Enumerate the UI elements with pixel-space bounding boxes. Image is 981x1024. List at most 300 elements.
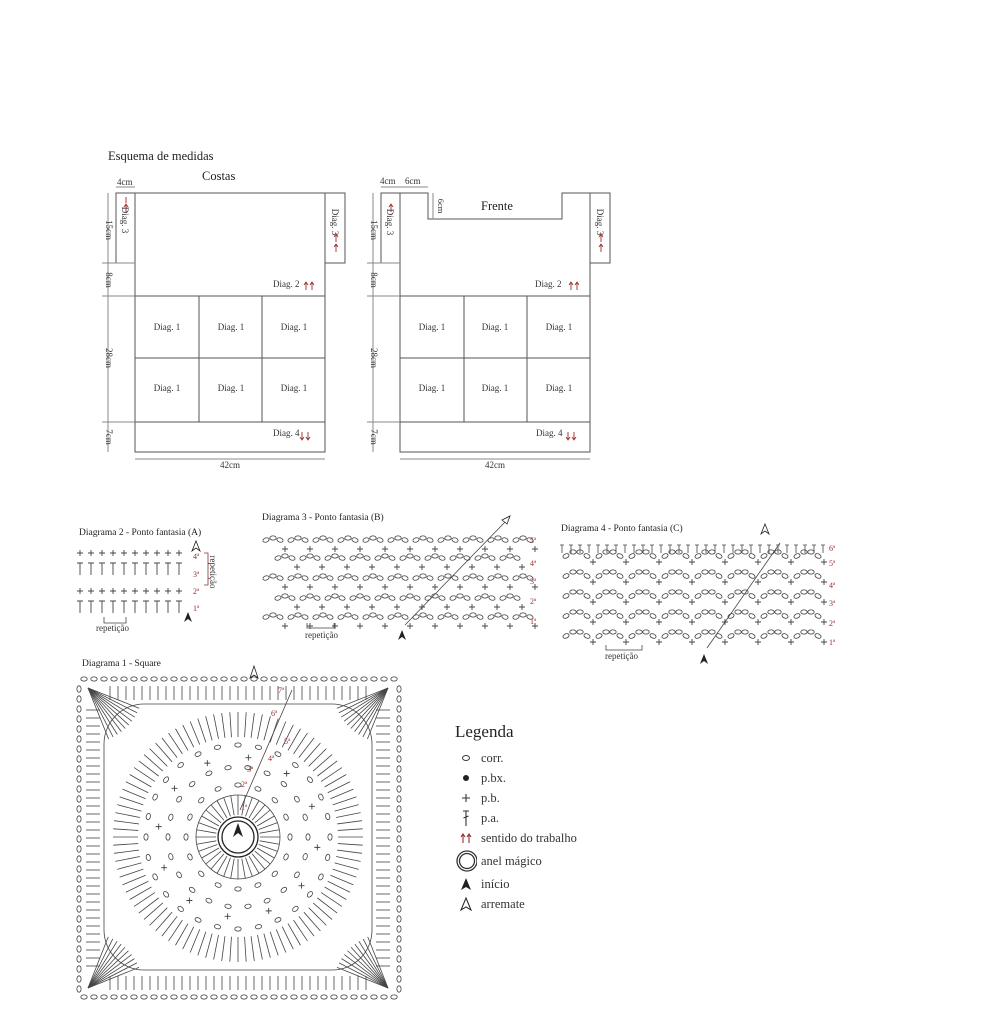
single-crochet-stitch [110,550,116,556]
diagram2-title: Diagrama 2 - Ponto fantasia (A) [79,528,202,538]
chain-stitch [420,536,426,540]
chain-stitch [610,590,616,594]
chain-stitch [748,633,756,640]
single-crochet-stitch [656,559,662,565]
double-crochet-stitch [169,920,183,941]
chain-stitch [643,610,649,614]
frente-dim-28: 28cm [369,348,379,368]
chain-stitch [351,677,357,681]
round-label: 6ª [271,709,278,718]
chain-stitch [735,610,741,614]
chain-stitch [345,574,351,578]
chain-stitch [808,630,814,634]
chain-stitch [397,696,401,702]
single-crochet-stitch [656,579,662,585]
double-crochet-stitch [88,688,129,725]
finish-arrow-icon [761,524,769,534]
chain-stitch [325,813,331,820]
chain-stitch [320,536,326,540]
double-crochet-stitch [230,712,232,737]
double-crochet-stitch [348,951,388,988]
double-crochet-stitch [242,859,245,879]
double-crochet-stitch [120,797,144,805]
chain-stitch [562,633,570,640]
finish-arrow-icon [455,897,477,911]
double-crochet-stitch [339,963,388,988]
chain-stitch [628,553,636,560]
chain-stitch [313,555,320,561]
double-crochet-stitch [686,545,690,553]
connector-line [707,543,780,648]
chain-stitch [512,537,519,543]
chain-stitch [292,761,300,768]
chain-stitch [397,716,401,722]
double-crochet-stitch [251,936,254,961]
double-crochet-stitch [77,601,83,613]
chain-stitch [235,887,241,891]
chain-stitch [476,537,483,543]
chain-stitch [262,614,269,620]
chain-stitch [397,786,401,792]
chain-stitch [235,743,241,747]
chain-stitch [345,536,351,540]
chain-stitch [397,966,401,972]
chain-stitch [449,595,456,601]
chain-stitch [603,610,609,614]
double-crochet-stitch [255,851,270,864]
double-crochet-stitch [198,932,206,956]
chain-stitch [176,871,183,879]
chain-stitch [445,574,451,578]
chain-stitch [401,614,408,620]
chain-stitch [781,633,789,640]
chain-stitch [349,595,356,601]
chain-stitch [649,573,657,580]
double-crochet-stitch [165,601,171,613]
diagram1-chart [77,666,401,999]
single-crochet-stitch [407,546,413,552]
start-arrow-icon [233,823,243,837]
chain-stitch [295,574,301,578]
single-crochet-stitch [332,546,338,552]
diagram2-row-labels [193,552,200,613]
double-crochet-stitch [214,714,219,739]
single-crochet-stitch [432,584,438,590]
single-crochet-stitch [656,599,662,605]
single-crochet-stitch [407,584,413,590]
chain-stitch [376,537,383,543]
chain-stitch [457,554,463,558]
chain-stitch [235,927,241,931]
chain-stitch [77,796,81,802]
chain-stitch [501,537,508,543]
double-crochet-stitch [294,920,308,941]
chain-stitch [407,594,413,598]
chain-stitch [583,553,591,560]
chain-stitch [370,536,376,540]
chain-stitch [808,550,814,554]
single-crochet-stitch [656,639,662,645]
single-crochet-stitch [77,588,83,594]
diagram4-title: Diagrama 4 - Ponto fantasia (C) [561,524,683,534]
legend-label: início [481,876,510,891]
double-crochet-stitch [144,903,163,919]
chain-stitch [709,590,715,594]
chain-stitch [276,575,283,581]
chain-stitch [131,677,137,681]
chain-stitch [332,594,338,598]
row-label: 4ª [193,552,200,561]
single-crochet-stitch [507,584,513,590]
chain-stitch [470,613,476,617]
single-crochet-stitch [457,623,463,629]
chain-stitch [299,555,306,561]
chain-stitch [349,555,356,561]
chain-stitch [495,613,501,617]
chain-stitch [306,891,313,899]
costas-title: Costas [202,169,236,183]
chain-stitch [313,595,320,601]
row-label: 5ª [530,536,537,545]
single-crochet-stitch [121,588,127,594]
single-crochet-stitch [282,546,288,552]
chain-stitch [420,613,426,617]
row-label: 2ª [193,587,200,596]
double-crochet-stitch [88,963,137,988]
chain-stitch [211,995,217,999]
chain-stitch [462,537,469,543]
single-crochet-stitch [689,579,695,585]
double-crochet-stitch [88,947,125,988]
chain-stitch [77,966,81,972]
chain-stitch [326,537,333,543]
double-crochet-stitch [132,563,138,575]
chain-stitch [299,595,306,601]
chain-stitch [101,995,107,999]
double-crochet-stitch [211,805,224,820]
single-crochet-stitch [225,913,231,919]
chain-stitch [387,614,394,620]
start-arrow-icon [184,612,192,622]
chain-stitch [326,614,333,620]
chain-stitch [261,677,267,681]
chain-stitch [280,886,288,893]
single-crochet-stitch [432,623,438,629]
chain-stitch [301,575,308,581]
double-crochet-stitch [338,844,363,846]
chain-stitch [251,995,257,999]
chain-stitch [669,570,675,574]
frente-dim-7: 7cm [369,429,379,445]
chain-stitch [438,555,445,561]
double-crochet-stitch [333,869,357,877]
chain-stitch [520,574,526,578]
double-crochet-stitch [231,859,234,879]
costas-square: Diag. 1 [153,383,181,393]
double-crochet-stitch [154,563,160,575]
costas-direction-arrows [124,197,338,440]
double-crochet-stitch [276,929,286,952]
double-crochet-stitch [313,755,332,771]
single-crochet-stitch [382,546,388,552]
row-label: 2ª [829,619,836,628]
double-crochet-stitch [176,563,182,575]
chain-stitch [709,610,715,614]
magic-ring-icon [455,849,477,873]
chain-stitch [397,726,401,732]
chain-stitch [595,553,603,560]
costas-square: Diag. 1 [280,322,308,332]
single-crochet-stitch [590,619,596,625]
single-crochet-stitch [299,883,305,889]
chain-stitch [77,896,81,902]
double-crochet-stitch [695,545,699,553]
chain-stitch [225,904,232,909]
chain-stitch [302,814,308,821]
double-crochet-stitch [99,601,105,613]
chain-stitch [395,574,401,578]
chain-stitch [187,853,193,861]
double-crochet-stitch [222,936,225,961]
chain-stitch [628,573,636,580]
chain-stitch [636,630,642,634]
chain-stitch [328,834,332,840]
chain-stitch [397,736,401,742]
single-crochet-stitch [245,755,251,761]
double-crochet-stitch [821,545,825,553]
chain-stitch [768,590,774,594]
double-crochet-stitch [115,857,140,862]
double-crochet-stitch [317,898,337,913]
chain-stitch [760,633,768,640]
chain-stitch [77,706,81,712]
chain-stitch [682,573,690,580]
double-crochet-stitch [313,903,332,919]
double-crochet-stitch [132,601,138,613]
chain-stitch [338,595,345,601]
chain-stitch [499,555,506,561]
chain-stitch [474,595,481,601]
chain-stitch [814,573,822,580]
double-crochet-stitch [134,893,155,907]
double-crochet-stitch [650,545,654,553]
chain-stitch [77,736,81,742]
chain-stitch [412,537,419,543]
chain-stitch [270,613,276,617]
single-crochet-stitch [357,584,363,590]
chain-stitch [374,555,381,561]
chain-stitch [727,553,735,560]
chain-stitch [301,677,307,681]
chain-stitch [395,613,401,617]
chain-stitch [462,575,469,581]
double-crochet-stitch [335,805,359,811]
double-crochet-stitch [88,688,135,717]
chain-stitch [361,995,367,999]
chain-stitch [81,677,87,681]
chain-stitch [337,614,344,620]
double-crochet-stitch [260,830,280,833]
chain-stitch [562,573,570,580]
chain-stitch [742,630,748,634]
chain-stitch [381,677,387,681]
round-label: 2ª [241,780,248,789]
chain-stitch [326,575,333,581]
chain-stitch [702,550,708,554]
single-crochet-stitch [161,865,167,871]
chain-stitch [225,765,232,770]
double-crochet-stitch [341,688,388,717]
double-crochet-stitch [113,844,138,846]
chain-stitch [295,613,301,617]
costas-square: Diag. 1 [217,322,245,332]
chain-stitch [205,897,213,903]
chain-stitch [363,595,370,601]
chain-stitch [512,575,519,581]
single-crochet-stitch [132,550,138,556]
chain-stitch [197,870,204,877]
double-crochet-stitch [143,563,149,575]
single-crochet-stitch [143,588,149,594]
chain-stitch [162,891,169,899]
single-crochet-stitch [821,579,827,585]
single-crochet-stitch [143,550,149,556]
frente-square: Diag. 1 [418,383,446,393]
chain-stitch [649,553,657,560]
chain-stitch [77,946,81,952]
chain-stitch [146,854,152,861]
chain-stitch [370,613,376,617]
chain-stitch [702,570,708,574]
chain-stitch [263,770,271,776]
chain-stitch [610,630,616,634]
chain-stitch [111,995,117,999]
chain-stitch [562,553,570,560]
chain-stitch [283,853,289,861]
chain-stitch [397,956,401,962]
costas-dim-7: 7cm [104,429,114,445]
chain-stitch [595,573,603,580]
chain-stitch [381,995,387,999]
chain-stitch [488,555,495,561]
diagram2-repeat-label: repetição [96,623,129,633]
chain-stitch [814,613,822,620]
double-crochet-stitch [206,716,212,740]
chain-stitch [287,614,294,620]
chain-stitch [292,905,300,912]
chain-stitch [77,976,81,982]
chain-stitch [77,816,81,822]
double-crochet-stitch [139,761,159,776]
chain-stitch [426,614,433,620]
single-crochet-stitch [656,619,662,625]
chain-stitch [166,834,170,840]
chain-stitch [420,574,426,578]
double-crochet-stitch [190,722,200,745]
chain-stitch [603,590,609,594]
chain-stitch [311,995,317,999]
chain-stitch [781,553,789,560]
chain-stitch [476,575,483,581]
chain-stitch [643,570,649,574]
double-crochet-stitch [299,916,314,936]
start-arrow-icon [700,654,708,664]
chain-stitch [341,677,347,681]
chain-stitch [214,786,222,792]
costas-dim-8: 8cm [104,272,114,288]
single-crochet-stitch [156,824,162,830]
chain-stitch [324,555,331,561]
diagram3-chart [262,516,538,640]
single-crochet-stitch [482,623,488,629]
single-crochet-stitch [457,546,463,552]
chain-stitch [306,776,313,784]
single-crochet-stitch [590,579,596,585]
chain-stitch [397,896,401,902]
chain-stitch [231,677,237,681]
chain-stitch [413,595,420,601]
double-crochet-stitch [677,545,681,553]
double-crochet-stitch [88,688,125,728]
chain-stitch [781,573,789,580]
chain-stitch [709,550,715,554]
double-crochet-stitch [206,810,221,823]
chain-stitch [801,570,807,574]
chain-stitch [77,906,81,912]
single-crochet-stitch [99,588,105,594]
chain-stitch [363,555,370,561]
single-crochet-stitch [482,546,488,552]
chain-stitch [397,986,401,992]
chain-stitch [628,633,636,640]
chain-stitch [197,796,204,803]
chain-stitch [312,575,319,581]
chain-stitch [694,553,702,560]
chain-stitch [669,610,675,614]
chain-stitch [77,786,81,792]
double-crochet-stitch [304,912,320,931]
chain-stitch [152,873,159,881]
chain-stitch [397,766,401,772]
chain-stitch [77,936,81,942]
double-crochet-stitch [260,841,280,844]
single-crochet-stitch [394,564,400,570]
chain-stitch [321,677,327,681]
chain-stitch [801,630,807,634]
chain-stitch [676,610,682,614]
chain-stitch [397,796,401,802]
chain-stitch [715,593,723,600]
chain-stitch [271,796,278,803]
diagram3-title: Diagrama 3 - Ponto fantasia (B) [262,513,384,523]
chain-stitch [661,593,669,600]
chain-stitch [77,866,81,872]
chain-stitch [391,677,397,681]
double-crochet-stitch [336,857,361,862]
legend [455,722,655,914]
double-crochet-stitch [150,749,168,767]
chain-stitch [77,876,81,882]
double-crochet-stitch [99,563,105,575]
single-crochet-stitch [294,564,300,570]
legend-label: p.bx. [481,770,506,785]
chain-stitch [177,761,185,768]
chain-stitch [161,677,167,681]
chain-stitch [274,595,281,601]
double-crochet-stitch [337,850,362,853]
chain-stitch [77,886,81,892]
chain-stitch [280,780,288,787]
